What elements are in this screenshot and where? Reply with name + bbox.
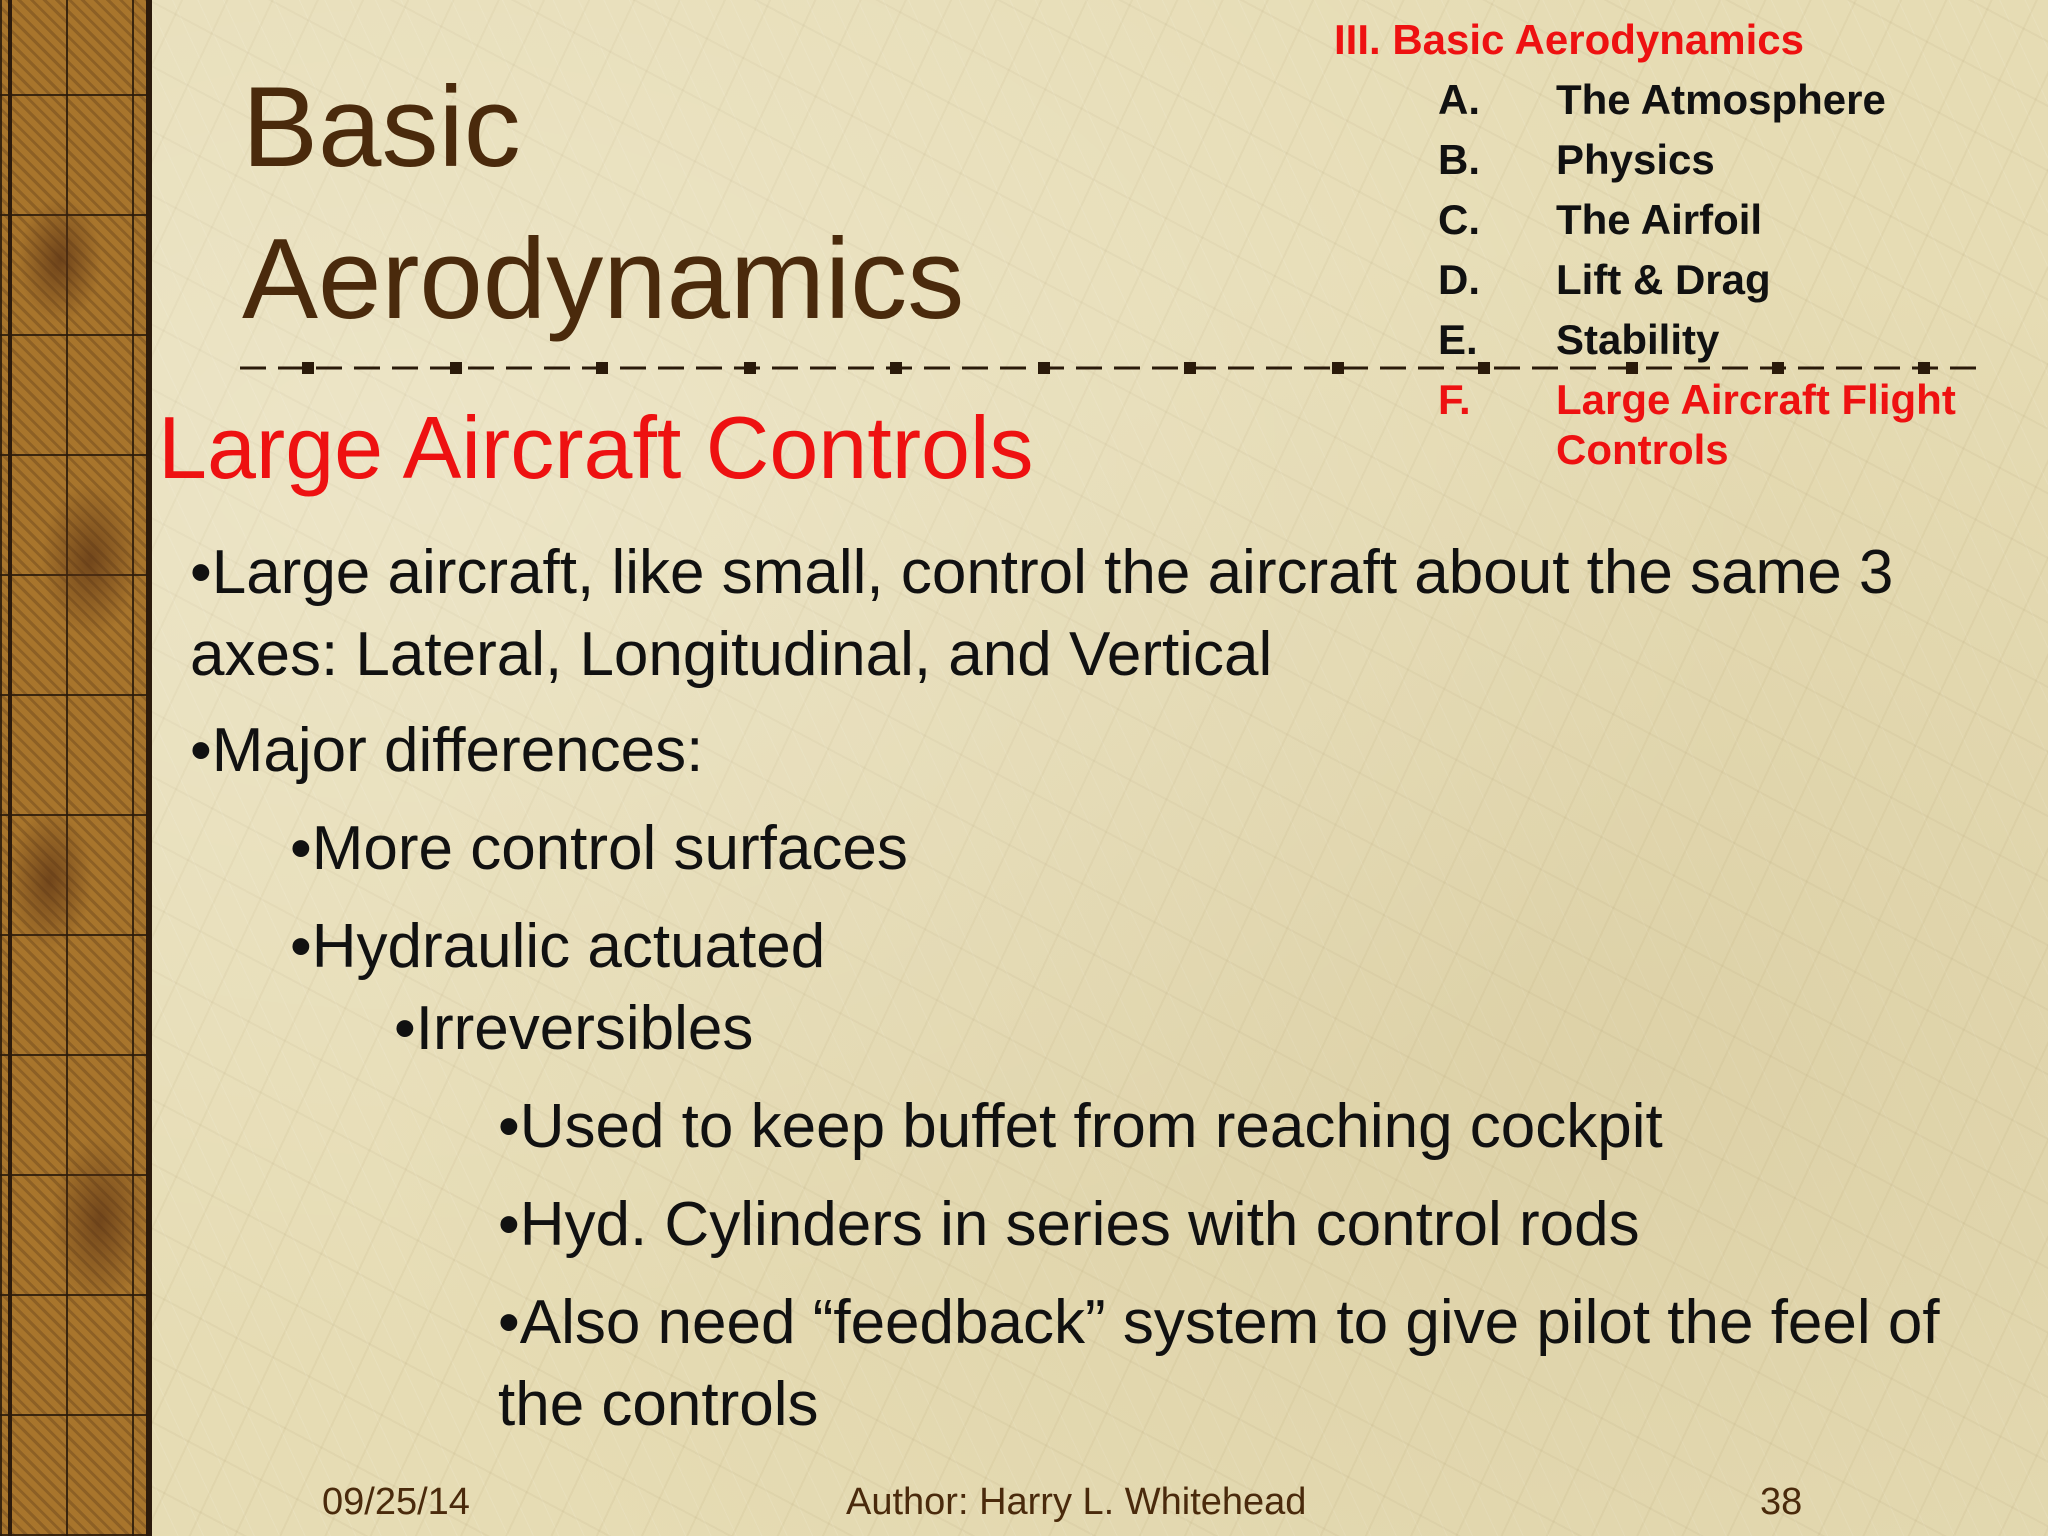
slide-title-line-1: Basic [242,64,521,191]
slide-title [242,52,964,356]
outline-item-letter: E. [1438,316,1478,363]
outline-item [1334,70,2034,130]
bullet-item: • Irreversibles [190,988,1950,1070]
outline-item-label: Stability [1556,316,1720,363]
outline-item [1334,190,2034,250]
outline-item-letter: F. [1438,376,1471,423]
outline-item [1334,250,2034,310]
bullet-item: • Also need “feedback” system to give pilot the feel of the controls [190,1282,1950,1446]
outline-item-current [1334,370,2034,473]
outline-item-letter: B. [1438,136,1480,183]
bullet-item: • Used to keep buffet from reaching cockpit [190,1086,1950,1168]
slide-title-line-2: Aerodynamics [242,216,965,343]
course-outline [1334,10,2034,473]
outline-item-label: Physics [1556,136,1715,183]
outline-item-label: The Airfoil [1556,196,1763,243]
outline-item-letter: D. [1438,256,1480,303]
outline-item-label: Large Aircraft Flight Controls [1556,376,1956,473]
footer-author: Author: Harry L. Whitehead [846,1481,1307,1523]
bullet-item: • Large aircraft, like small, control the aircraft about the same 3 axes: Lateral, Longitudinal, and Vertical [190,532,1950,696]
slide-number: 38 [1760,1481,1803,1523]
footer-date: 09/25/14 [322,1481,470,1523]
outline-item-letter: A. [1438,76,1480,123]
outline-item-label: The Atmosphere [1556,76,1886,123]
outline-item [1334,310,2034,370]
bullet-item: • More control surfaces [190,808,1950,890]
outline-item [1334,130,2034,190]
decorative-side-border [0,0,152,1536]
bullet-item: • Major differences: [190,710,1950,792]
outline-heading: III. Basic Aerodynamics [1334,16,1804,63]
section-title: Large Aircraft Controls [158,398,1034,497]
bullet-item: • Hyd. Cylinders in series with control rods [190,1184,1950,1266]
bullet-item: • Hydraulic actuated [190,906,1950,988]
bullet-list [190,532,1950,1446]
outline-item-letter: C. [1438,196,1480,243]
outline-item-label: Lift & Drag [1556,256,1771,303]
